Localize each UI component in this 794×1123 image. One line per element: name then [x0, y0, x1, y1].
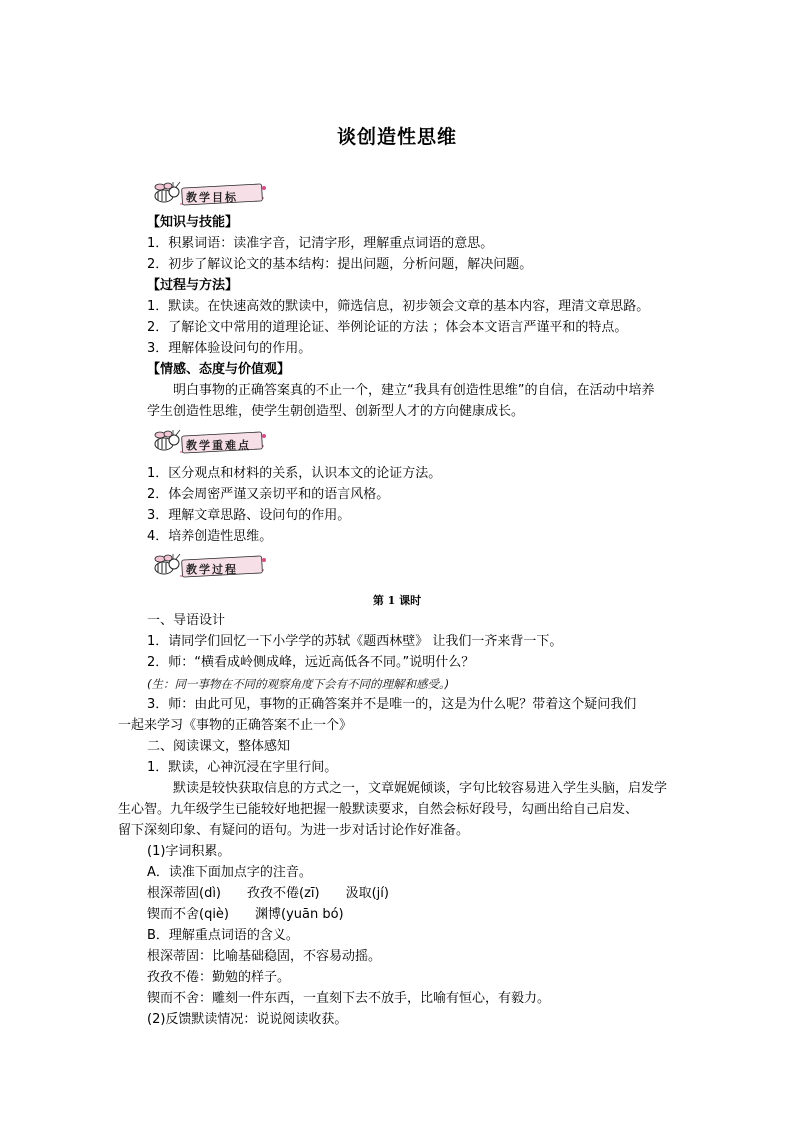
list-item: 4．培养创造性思维。 — [147, 529, 273, 544]
word-pinyin-line: 锲而不舍(qiè) 渊博(yuān bó) — [147, 907, 344, 922]
section-heading: 一、导语设计 — [147, 613, 226, 628]
list-item: 2．初步了解议论文的基本结构：提出问题，分析问题，解决问题。 — [147, 257, 533, 272]
list-item: 1．区分观点和材料的关系，认识本文的论证方法。 — [147, 466, 442, 481]
sub-heading: (1)字词积累。 — [147, 844, 231, 859]
list-item: 2．了解论文中常用的道理论证、举例论证的方法 ；体会本文语言严谨平和的特点。 — [147, 320, 628, 335]
paragraph-line: 学生创造性思维，使学生朝创造型、创新型人才的方向健康成长。 — [147, 404, 525, 419]
emotion-heading: 【情感、态度与价值观】 — [147, 362, 291, 377]
section-badge-difficulty — [146, 428, 270, 460]
process-method-heading: 【过程与方法】 — [147, 278, 239, 293]
page-title: 谈创造性思维 — [336, 126, 457, 148]
list-item: 3．理解体验设问句的作用。 — [147, 341, 312, 356]
section-badge-process — [146, 552, 270, 584]
section-badge-label: 教学目标 — [186, 191, 238, 204]
sub-heading: B．理解重点词语的含义。 — [147, 928, 299, 943]
definition-line: 锲而不舍：雕刻一件东西，一直刻下去不放手，比喻有恒心，有毅力。 — [147, 991, 551, 1006]
paragraph-line: 明白事物的正确答案真的不止一个，建立“我具有创造性思维”的自信，在活动中培养 — [173, 383, 655, 398]
section-badge-label: 教学过程 — [186, 563, 238, 576]
sub-heading: (2)反馈默读情况：说说阅读收获。 — [147, 1012, 348, 1027]
definition-line: 孜孜不倦：勤勉的样子。 — [147, 970, 291, 985]
knowledge-heading: 【知识与技能】 — [147, 215, 239, 230]
paragraph-line: 生心智。九年级学生已能较好地把握一般默读要求，自然会标好段号，勾画出给自己启发、 — [118, 802, 639, 817]
section-badge-label: 教学重难点 — [186, 439, 251, 452]
list-item: 3．师：由此可见，事物的正确答案并不是唯一的，这是为什么呢？带着这个疑问我们 — [147, 697, 637, 712]
list-item: 1．积累词语：读准字音，记清字形，理解重点词语的意思。 — [147, 236, 494, 251]
list-item: 3．理解文章思路、设问句的作用。 — [147, 508, 351, 523]
student-answer-note: (生：同一事物在不同的观察角度下会有不同的理解和感受。) — [147, 677, 450, 691]
paragraph-line: 一起来学习《事物的正确答案不止一个》 — [118, 718, 353, 733]
lesson-number: 第 1 课时 — [372, 594, 422, 607]
list-item: 1．请同学们回忆一下小学学的苏轼《题西林壁》 让我们一齐来背一下。 — [147, 634, 563, 649]
word-pinyin-line: 根深蒂固(dì) 孜孜不倦(zī) 汲取(jí) — [147, 886, 389, 901]
section-heading: 二、阅读课文，整体感知 — [147, 739, 291, 754]
paragraph-line: 留下深刻印象、有疑问的语句。为进一步对话讨论作好准备。 — [118, 823, 470, 838]
list-item: 2．师：“横看成岭侧成峰，远近高低各不同。”说明什么？ — [147, 655, 475, 670]
list-item: 1．默读。在快速高效的默读中，筛选信息，初步领会文章的基本内容，理清文章思路。 — [147, 299, 650, 314]
paragraph-line: 默读是较快获取信息的方式之一，文章娓娓倾谈，字句比较容易进入学生头脑，启发学 — [173, 781, 668, 796]
definition-line: 根深蒂固：比喻基础稳固，不容易动摇。 — [147, 949, 382, 964]
section-badge-goals — [146, 180, 270, 212]
list-item: 1．默读，心神沉浸在字里行间。 — [147, 760, 338, 775]
list-item: 2．体会周密严谨又亲切平和的语言风格。 — [147, 487, 390, 502]
sub-heading: A．读准下面加点字的注音。 — [147, 865, 312, 880]
